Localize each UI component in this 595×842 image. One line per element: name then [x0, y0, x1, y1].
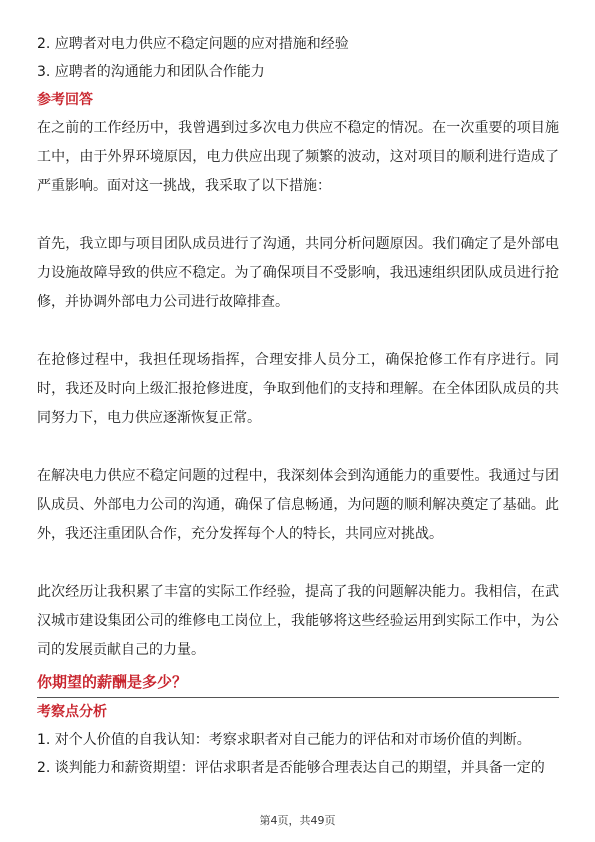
- question-heading: 你期望的薪酬是多少？: [37, 669, 559, 698]
- analysis-heading: 考察点分析: [37, 704, 107, 720]
- paragraph-gap: [37, 317, 559, 346]
- answer-paragraph-3: 在抢修过程中，我担任现场指挥，合理安排人员分工，确保抢修工作有序进行。同时，我还及时向上级汇报抢修进度，争取到他们的支持和理解。在全体团队成员的共同努力下，电力供应逐渐恢复正常。: [37, 352, 559, 426]
- answer-heading: 参考回答: [37, 92, 93, 108]
- answer-paragraph-5: 此次经历让我积累了丰富的实际工作经验，提高了我的问题解决能力。我相信，在武汉城市建设集团公司的维修电工岗位上，我能够将这些经验运用到实际工作中，为公司的发展贡献自己的力量。: [37, 584, 559, 658]
- document-page: [37, 30, 559, 782]
- intro-item-3: 3. 应聘者的沟通能力和团队合作能力: [37, 64, 265, 80]
- answer-paragraph-1: 在之前的工作经历中，我曾遇到过多次电力供应不稳定的情况。在一次重要的项目施工中，由于外界环境原因，电力供应出现了频繁的波动，这对项目的顺利进行造成了严重影响。面对这一挑战，我采取了以下措施：: [37, 120, 559, 194]
- paragraph-gap: [37, 433, 559, 462]
- paragraph-gap: [37, 201, 559, 230]
- analysis-item-2: 2. 谈判能力和薪资期望：评估求职者是否能够合理表达自己的期望，并具备一定的: [37, 760, 545, 776]
- answer-paragraph-4: 在解决电力供应不稳定问题的过程中，我深刻体会到沟通能力的重要性。我通过与团队成员、外部电力公司的沟通，确保了信息畅通，为问题的顺利解决奠定了基础。此外，我还注重团队合作，充分发挥每个人的特长，共同应对挑战。: [37, 468, 559, 542]
- page-number: 第4页，共49页: [259, 814, 336, 827]
- answer-paragraph-2: 首先，我立即与项目团队成员进行了沟通，共同分析问题原因。我们确定了是外部电力设施故障导致的供应不稳定。为了确保项目不受影响，我迅速组织团队成员进行抢修，并协调外部电力公司进行故障排查。: [37, 236, 559, 310]
- analysis-item-1: 1. 对个人价值的自我认知：考察求职者对自己能力的评估和对市场价值的判断。: [37, 732, 531, 748]
- intro-item-2: 2. 应聘者对电力供应不稳定问题的应对措施和经验: [37, 36, 349, 52]
- paragraph-gap: [37, 549, 559, 578]
